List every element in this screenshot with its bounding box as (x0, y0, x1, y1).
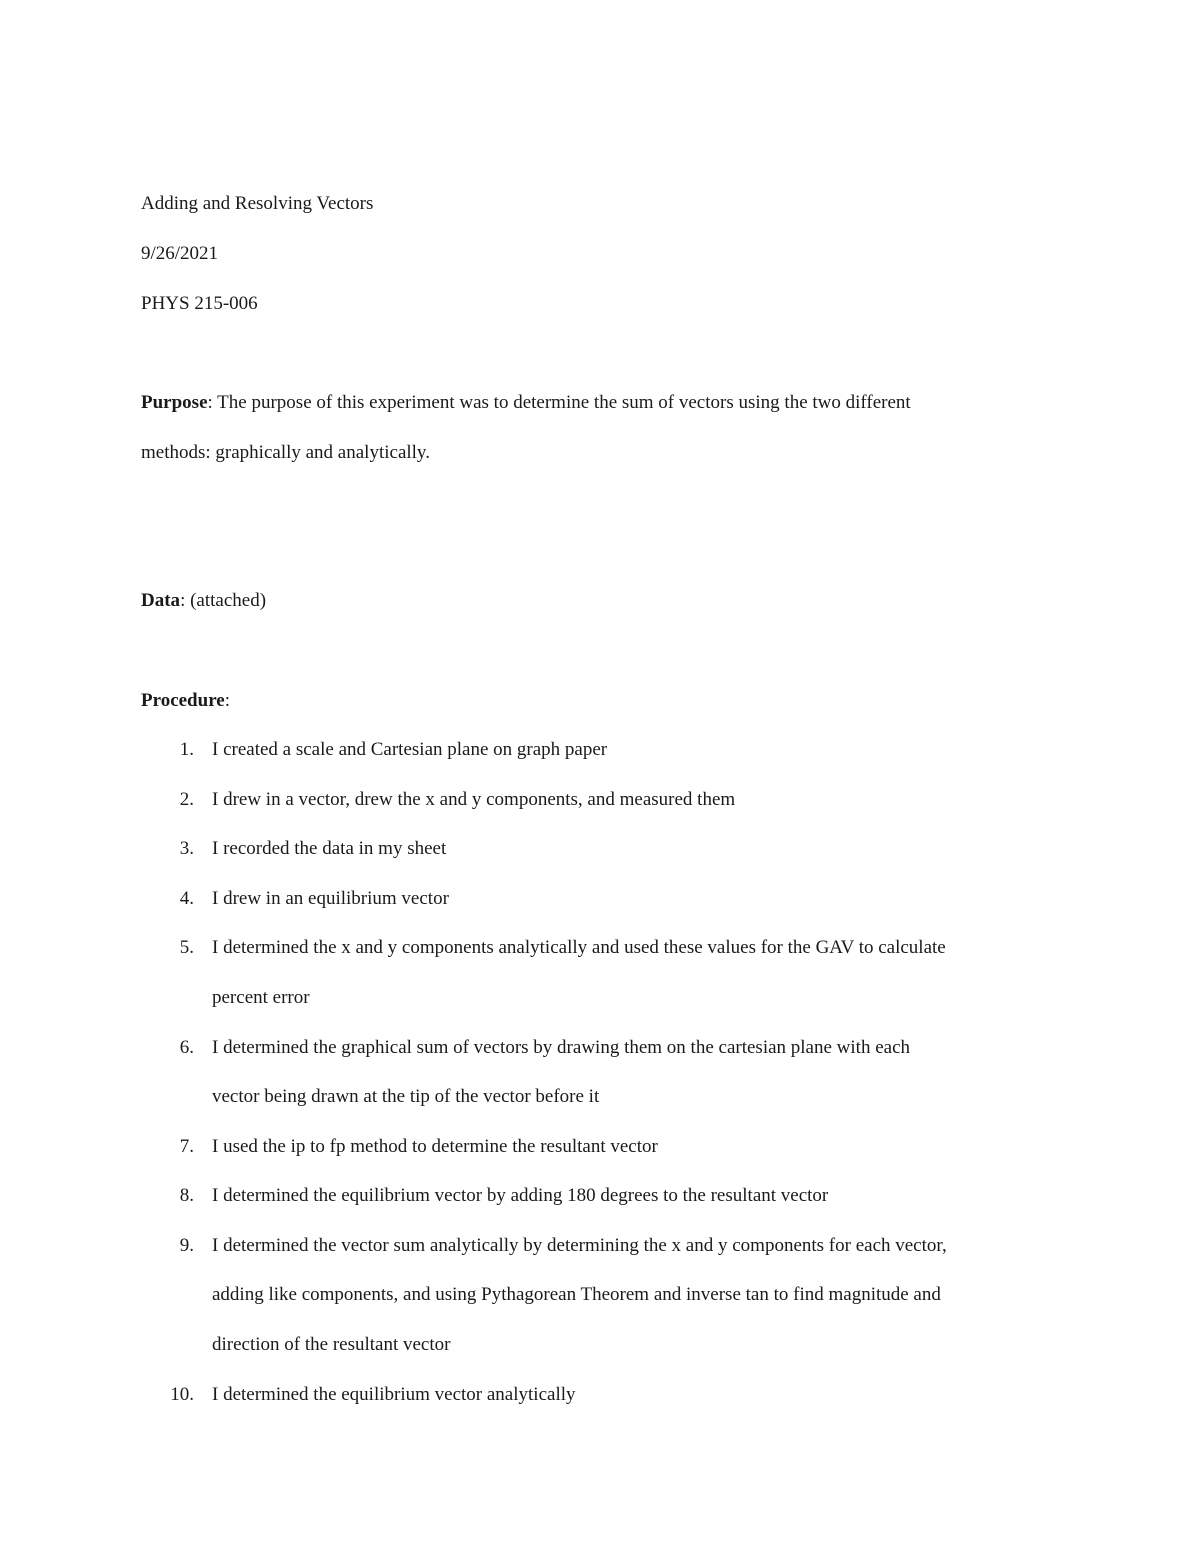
list-item-number: 4. (179, 888, 194, 909)
list-item-number: 1. (179, 739, 194, 760)
list-item-text: I determined the vector sum analytically by determining the x and y components for each vector, (212, 1235, 947, 1256)
list-item-text: I determined the graphical sum of vectors by drawing them on the cartesian plane with each (212, 1037, 910, 1058)
purpose-label: Purpose (141, 392, 208, 413)
list-item-text: adding like components, and using Pythagorean Theorem and inverse tan to find magnitude and (212, 1284, 941, 1305)
procedure-label: Procedure (141, 690, 225, 711)
list-item-text: I used the ip to fp method to determine the resultant vector (212, 1136, 658, 1157)
course-code: PHYS 215-006 (141, 293, 258, 314)
purpose-text-line1: : The purpose of this experiment was to determine the sum of vectors using the two different (207, 392, 911, 413)
list-item-text: I determined the equilibrium vector by adding 180 degrees to the resultant vector (212, 1185, 829, 1206)
procedure-colon: : (224, 690, 230, 711)
document-title: Adding and Resolving Vectors (141, 193, 374, 214)
data-label: Data (141, 590, 181, 611)
data-text: : (attached) (180, 590, 267, 611)
list-item-text: I created a scale and Cartesian plane on graph paper (212, 739, 608, 760)
list-item-number: 3. (179, 838, 194, 859)
list-item-text: direction of the resultant vector (212, 1334, 451, 1355)
list-item-number: 2. (179, 789, 194, 810)
list-item-number: 9. (179, 1235, 194, 1256)
list-item-number: 8. (179, 1185, 194, 1206)
list-item-number: 7. (179, 1136, 194, 1157)
list-item-text: I drew in a vector, drew the x and y components, and measured them (212, 789, 736, 810)
procedure-heading (141, 689, 230, 713)
document-date: 9/26/2021 (141, 243, 219, 264)
list-item-number: 10. (170, 1384, 194, 1405)
list-item-text: I drew in an equilibrium vector (212, 888, 449, 909)
list-item-number: 6. (179, 1037, 194, 1058)
data-paragraph (141, 589, 266, 613)
list-item-text: percent error (212, 987, 310, 1008)
list-item-text: I determined the x and y components analytically and used these values for the GAV to calculate (212, 937, 946, 958)
list-item-text: vector being drawn at the tip of the vector before it (212, 1086, 600, 1107)
list-item-number: 5. (179, 937, 194, 958)
purpose-text-line2: methods: graphically and analytically. (141, 442, 430, 463)
list-item-text: I recorded the data in my sheet (212, 838, 447, 859)
purpose-paragraph (141, 391, 911, 415)
list-item-text: I determined the equilibrium vector analytically (212, 1384, 576, 1405)
